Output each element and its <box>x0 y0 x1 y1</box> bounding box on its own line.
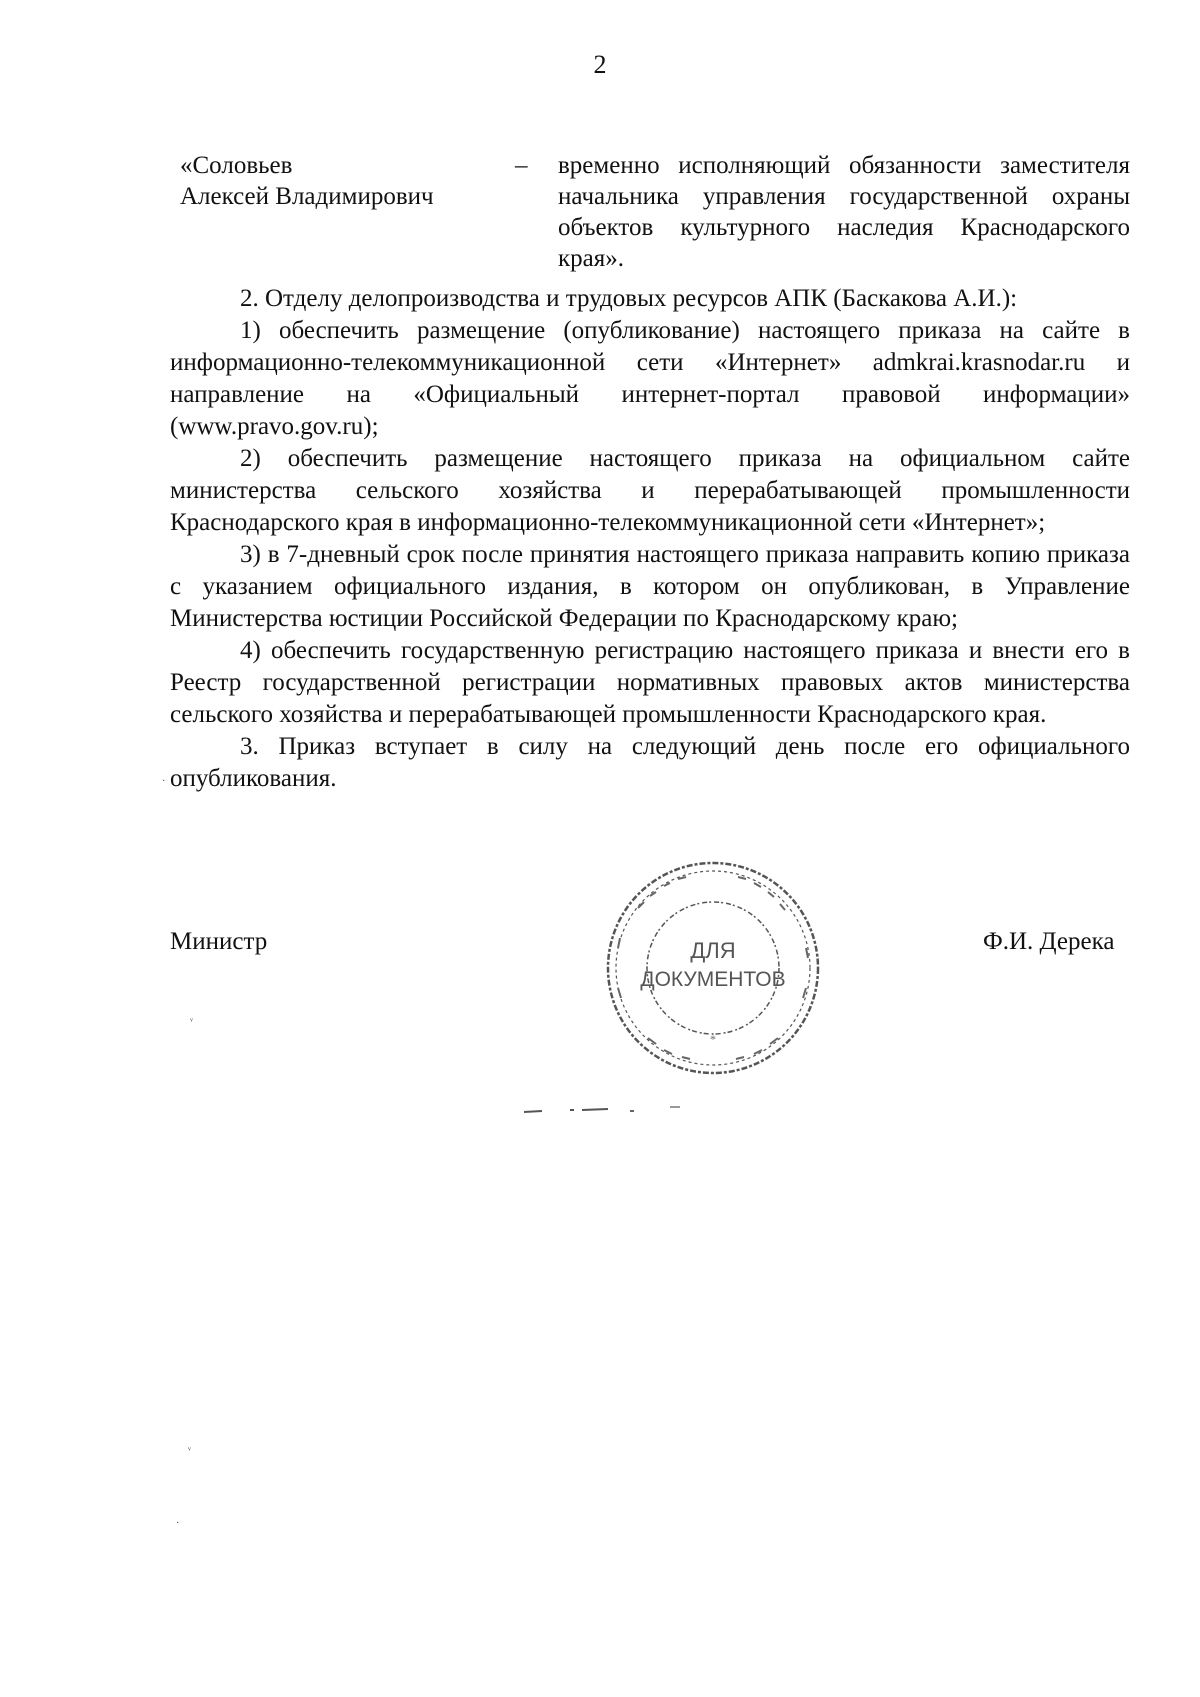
paragraph-2-3: 3) в 7-дневный срок после принятия настоящего приказа направить копию приказа с указанием официального издания, в котором он опубликован, в Управление Министерства юстиции Российской Федерации по Краснодарскому краю; <box>170 541 1130 632</box>
stamp-text-line2: ДОКУМЕНТОВ <box>640 968 786 991</box>
appointee-position: временно исполняющий обязанности заместителя начальника управления государственной охраны объектов культурного наследия Краснодарского края». <box>558 152 1130 272</box>
paragraph-3: 3. Приказ вступает в силу на следующий день после его официального опубликования. <box>170 733 1130 792</box>
paragraph-2-4: 4) обеспечить государственную регистрацию настоящего приказа и внести его в Реестр государственной регистрации нормативных правовых актов министерства сельского хозяйства и перерабатывающей промышленности Краснодарского края. <box>170 637 1130 728</box>
scan-smudge <box>520 1105 720 1117</box>
scan-speck: · <box>162 776 166 787</box>
page-number: 2 <box>593 50 607 79</box>
paragraph-2-2: 2) обеспечить размещение настоящего приказа на официальном сайте министерства сельского хозяйства и перерабатывающей промышленности Краснодарского края в информационно-телекоммуникационной сети «Интернет»; <box>170 445 1130 536</box>
scan-speck: ᵛ <box>188 1445 191 1456</box>
scan-speck: ᵛ <box>190 1016 193 1027</box>
stamp-star-icon: * <box>710 1032 716 1046</box>
official-stamp <box>598 858 828 1078</box>
signatory-title: Министр <box>170 928 268 955</box>
appointment-dash: – <box>515 152 528 179</box>
signatory-name: Ф.И. Дерека <box>983 928 1115 955</box>
paragraph-2: 2. Отделу делопроизводства и трудовых ресурсов АПК (Баскакова А.И.): <box>240 285 1018 312</box>
appointee-name <box>180 150 470 212</box>
paragraph-2-1: 1) обеспечить размещение (опубликование) настоящего приказа на сайте в информационно-телекоммуникационной сети «Интернет» admkrai.krasnodar.ru и направление на «Официальный интернет-портал правовой информации» (www.pravo.gov.ru); <box>170 317 1130 440</box>
appointee-given-names: Алексей Владимирович <box>180 183 434 210</box>
stamp-text-line1: ДЛЯ <box>690 938 736 963</box>
appointee-surname: «Соловьев <box>180 152 293 179</box>
scan-speck: · <box>176 1518 180 1529</box>
order-body <box>170 283 1130 795</box>
